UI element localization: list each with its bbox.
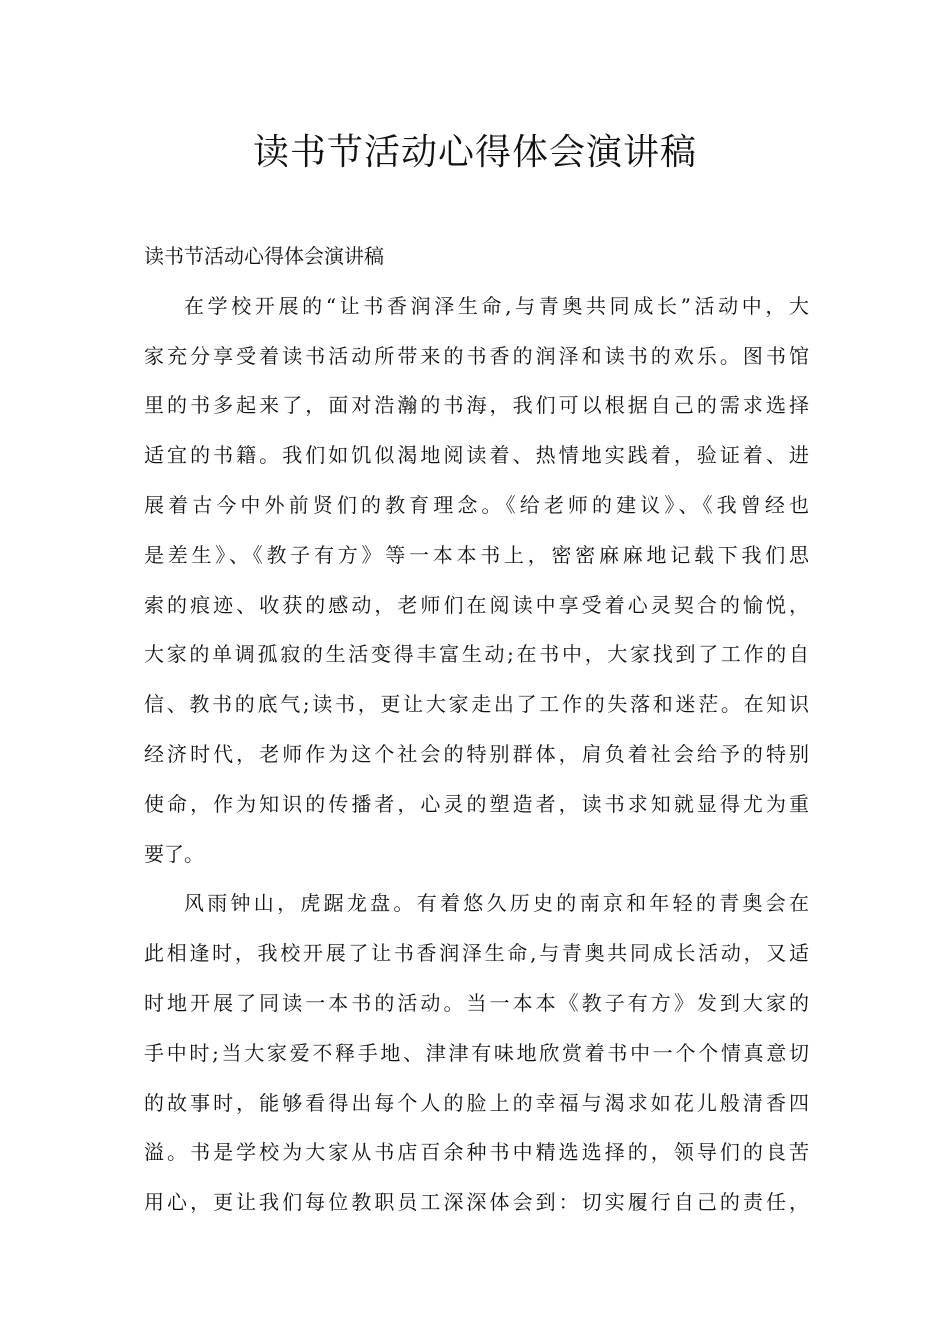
text-line: 用心，更让我们每位教职员工深深体会到：切实履行自己的责任，	[144, 1190, 809, 1215]
text-line: 风雨钟山，虎踞龙盘。有着悠久历史的南京和年轻的青奥会在	[184, 891, 809, 916]
text-line: 里的书多起来了，面对浩瀚的书海，我们可以根据自己的需求选择	[144, 393, 809, 418]
text-line: 要了。	[144, 841, 204, 866]
text-line: 家充分享受着读书活动所带来的书香的润泽和读书的欢乐。图书馆	[144, 343, 809, 368]
text-line: 时地开展了同读一本书的活动。当一本本《教子有方》发到大家的	[144, 990, 809, 1015]
text-line: 使命，作为知识的传播者，心灵的塑造者，读书求知就显得尤为重	[144, 791, 809, 816]
text-line: 的故事时，能够看得出每个人的脸上的幸福与渴求如花儿般清香四	[144, 1090, 809, 1115]
text-line: 适宜的书籍。我们如饥似渴地阅读着、热情地实践着，验证着、进	[144, 443, 809, 468]
text-line: 信、教书的底气;读书，更让大家走出了工作的失落和迷茫。在知识	[144, 692, 809, 717]
text-line: 展着古今中外前贤们的教育理念。《给老师的建议》、《我曾经也	[144, 492, 809, 517]
text-line: 索的痕迹、收获的感动，老师们在阅读中享受着心灵契合的愉悦，	[144, 592, 809, 617]
document-title: 读书节活动心得体会演讲稿	[252, 132, 697, 173]
text-line: 此相逢时，我校开展了让书香润泽生命,与青奥共同成长活动，又适	[144, 941, 809, 966]
text-line: 大家的单调孤寂的生活变得丰富生动;在书中，大家找到了工作的自	[144, 642, 809, 667]
paragraph-2	[144, 879, 809, 1228]
text-line: 是差生》、《教子有方》等一本本书上，密密麻麻地记载下我们思	[144, 542, 809, 567]
paragraph-1	[144, 282, 809, 880]
text-line: 溢。书是学校为大家从书店百余种书中精选选择的，领导们的良苦	[144, 1140, 809, 1165]
text-line: 经济时代，老师作为这个社会的特别群体，肩负着社会给予的特别	[144, 741, 809, 766]
document-subtitle: 读书节活动心得体会演讲稿	[144, 244, 384, 268]
text-line: 在学校开展的“让书香润泽生命,与青奥共同成长”活动中，大	[184, 293, 809, 318]
text-line: 手中时;当大家爱不释手地、津津有味地欣赏着书中一个个情真意切	[144, 1040, 809, 1065]
document-body	[144, 232, 809, 1228]
